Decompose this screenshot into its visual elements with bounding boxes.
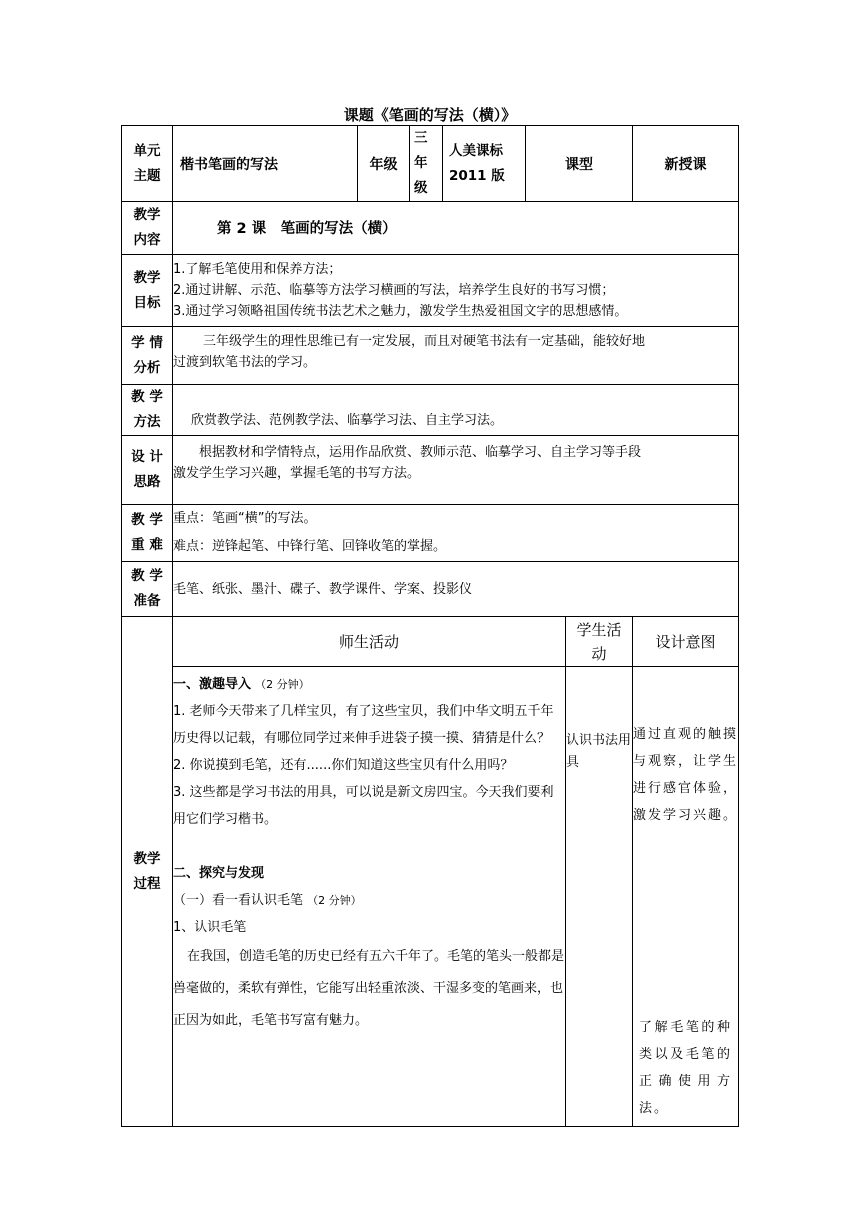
method-row bbox=[122, 385, 739, 436]
section1-paragraph: 1. 老师今天带来了几样宝贝，有了这些宝贝，我们中华文明五千年历史得以记载，有哪位同学过来伸手进袋子摸一摸、猜猜是什么？ bbox=[173, 704, 554, 746]
col-student-header bbox=[566, 617, 633, 667]
grade-value bbox=[410, 126, 443, 202]
method-value: 欣赏教学法、范例教学法、临摹学习法、自主学习法。 bbox=[173, 385, 739, 436]
content-label-line1: 教学 bbox=[133, 207, 161, 223]
analysis-text bbox=[173, 327, 739, 385]
goals-label bbox=[122, 255, 173, 327]
section1-heading bbox=[173, 671, 565, 698]
analysis-row bbox=[122, 327, 739, 385]
grade-label: 年级 bbox=[358, 126, 410, 202]
method-label-line2: 方法 bbox=[133, 414, 161, 430]
sub1-paragraph: 在我国，创造毛笔的历史已经有五六千年了。毛笔的笔头一般都是兽毫做的，柔软有弹性，它能写出轻重浓淡、干湿多变的笔画来，也正因为如此，毛笔书写富有魅力。 bbox=[173, 949, 565, 1028]
analysis-line2: 过渡到软笔书法的学习。 bbox=[173, 355, 317, 370]
sub1-title: （一）看一看认识毛笔 bbox=[173, 893, 304, 908]
col-student-line2: 动 bbox=[591, 644, 607, 663]
content-label bbox=[122, 202, 173, 255]
prep-label bbox=[122, 562, 173, 617]
spacer bbox=[173, 833, 565, 860]
focus-key: 重点：笔画“横”的写法。 bbox=[173, 511, 317, 526]
focus-label-line1: 教 学 bbox=[131, 512, 163, 528]
unit-label-line2: 主题 bbox=[133, 167, 161, 184]
analysis-label bbox=[122, 327, 173, 385]
focus-text bbox=[173, 505, 739, 562]
method-label-line1: 教 学 bbox=[131, 389, 163, 405]
design-label-line1: 设 计 bbox=[131, 449, 163, 465]
goals-label-line2: 目标 bbox=[133, 294, 161, 311]
student-activities: 认识书法用具 bbox=[566, 667, 633, 1127]
content-value: 第 2 课 笔画的写法（横） bbox=[173, 202, 739, 255]
section1-paragraph: 3. 这些都是学习书法的用具，可以说是新文房四宝。今天我们要利用它们学习楷书。 bbox=[173, 785, 554, 827]
goal-item: 2.通过讲解、示范、临摹等方法学习横画的写法，培养学生良好的书写习惯； bbox=[173, 283, 615, 298]
goals-row bbox=[122, 255, 739, 327]
design-row bbox=[122, 436, 739, 505]
teacher-activities bbox=[173, 667, 566, 1127]
process-label bbox=[122, 617, 173, 1127]
design-label-line2: 思路 bbox=[133, 474, 161, 490]
grade-value-line1: 三 年 bbox=[414, 130, 428, 171]
analysis-label-line1: 学 情 bbox=[131, 334, 163, 351]
focus-label-line2: 重 难 bbox=[131, 537, 163, 553]
process-header-row bbox=[122, 617, 739, 667]
edition-value bbox=[443, 126, 526, 202]
design-intent-1: 通过直观的触摸与观察，让学生进行感官体验，激发学习兴趣。 bbox=[633, 727, 739, 823]
grade-value-line2: 级 bbox=[414, 180, 428, 196]
col-design-header: 设计意图 bbox=[633, 617, 739, 667]
sub1-time: （2 分钟） bbox=[307, 894, 362, 907]
goal-item: 1.了解毛笔使用和保养方法； bbox=[173, 262, 342, 277]
design-intent bbox=[633, 667, 739, 1127]
goals-label-line1: 教学 bbox=[133, 269, 161, 286]
focus-label bbox=[122, 505, 173, 562]
col-teacher-header: 师生活动 bbox=[173, 617, 566, 667]
section1-time: （2 分钟） bbox=[255, 678, 310, 691]
unit-label-line1: 单元 bbox=[133, 142, 161, 159]
focus-row bbox=[122, 505, 739, 562]
sub1-heading bbox=[173, 887, 565, 914]
prep-row bbox=[122, 562, 739, 617]
edition-line1: 人美课标 bbox=[449, 142, 503, 159]
prep-value: 毛笔、纸张、墨汁、碟子、教学课件、学案、投影仪 bbox=[173, 562, 739, 617]
type-value: 新授课 bbox=[633, 126, 739, 202]
process-label-line2: 过程 bbox=[133, 875, 161, 892]
focus-hard: 难点：逆锋起笔、中锋行笔、回锋收笔的掌握。 bbox=[173, 539, 447, 554]
design-line1: 根据教材和学情特点，运用作品欣赏、教师示范、临摹学习、自主学习等手段 bbox=[199, 445, 642, 460]
edition-line2: 2011 版 bbox=[449, 167, 505, 184]
content-label-line2: 内容 bbox=[133, 232, 161, 248]
lesson-plan-table bbox=[121, 125, 739, 1127]
prep-label-line1: 教 学 bbox=[131, 568, 163, 584]
method-label bbox=[122, 385, 173, 436]
page-title: 课题《笔画的写法（横）》 bbox=[343, 106, 517, 124]
design-line2: 激发学生学习兴趣，掌握毛笔的书写方法。 bbox=[173, 466, 421, 481]
section1-paragraph: 2. 你说摸到毛笔，还有......你们知道这些宝贝有什么用吗？ bbox=[173, 758, 514, 773]
design-label bbox=[122, 436, 173, 505]
goal-item: 3.通过学习领略祖国传统书法艺术之魅力，激发学生热爱祖国文字的思想感情。 bbox=[173, 304, 628, 319]
process-label-line1: 教学 bbox=[133, 850, 161, 867]
unit-value: 楷书笔画的写法 bbox=[173, 126, 358, 202]
sub1-item: 1、认识毛笔 bbox=[173, 920, 247, 935]
process-body-row bbox=[122, 667, 739, 1127]
analysis-line1: 三年级学生的理性思维已有一定发展，而且对硬笔书法有一定基础，能较好地 bbox=[203, 334, 646, 349]
analysis-label-line2: 分析 bbox=[133, 359, 161, 376]
section2-title: 二、探究与发现 bbox=[173, 866, 265, 881]
col-student-line1: 学生活 bbox=[576, 620, 622, 639]
design-intent-2: 了解毛笔的种类以及毛笔的正确使用方法。 bbox=[639, 1020, 733, 1116]
unit-row bbox=[122, 126, 739, 202]
section1-title: 一、激趣导入 bbox=[173, 677, 252, 692]
unit-label bbox=[122, 126, 173, 202]
design-text bbox=[173, 436, 739, 505]
prep-label-line2: 准备 bbox=[133, 593, 161, 609]
content-row bbox=[122, 202, 739, 255]
goals-list bbox=[173, 255, 739, 327]
type-label: 课型 bbox=[526, 126, 633, 202]
